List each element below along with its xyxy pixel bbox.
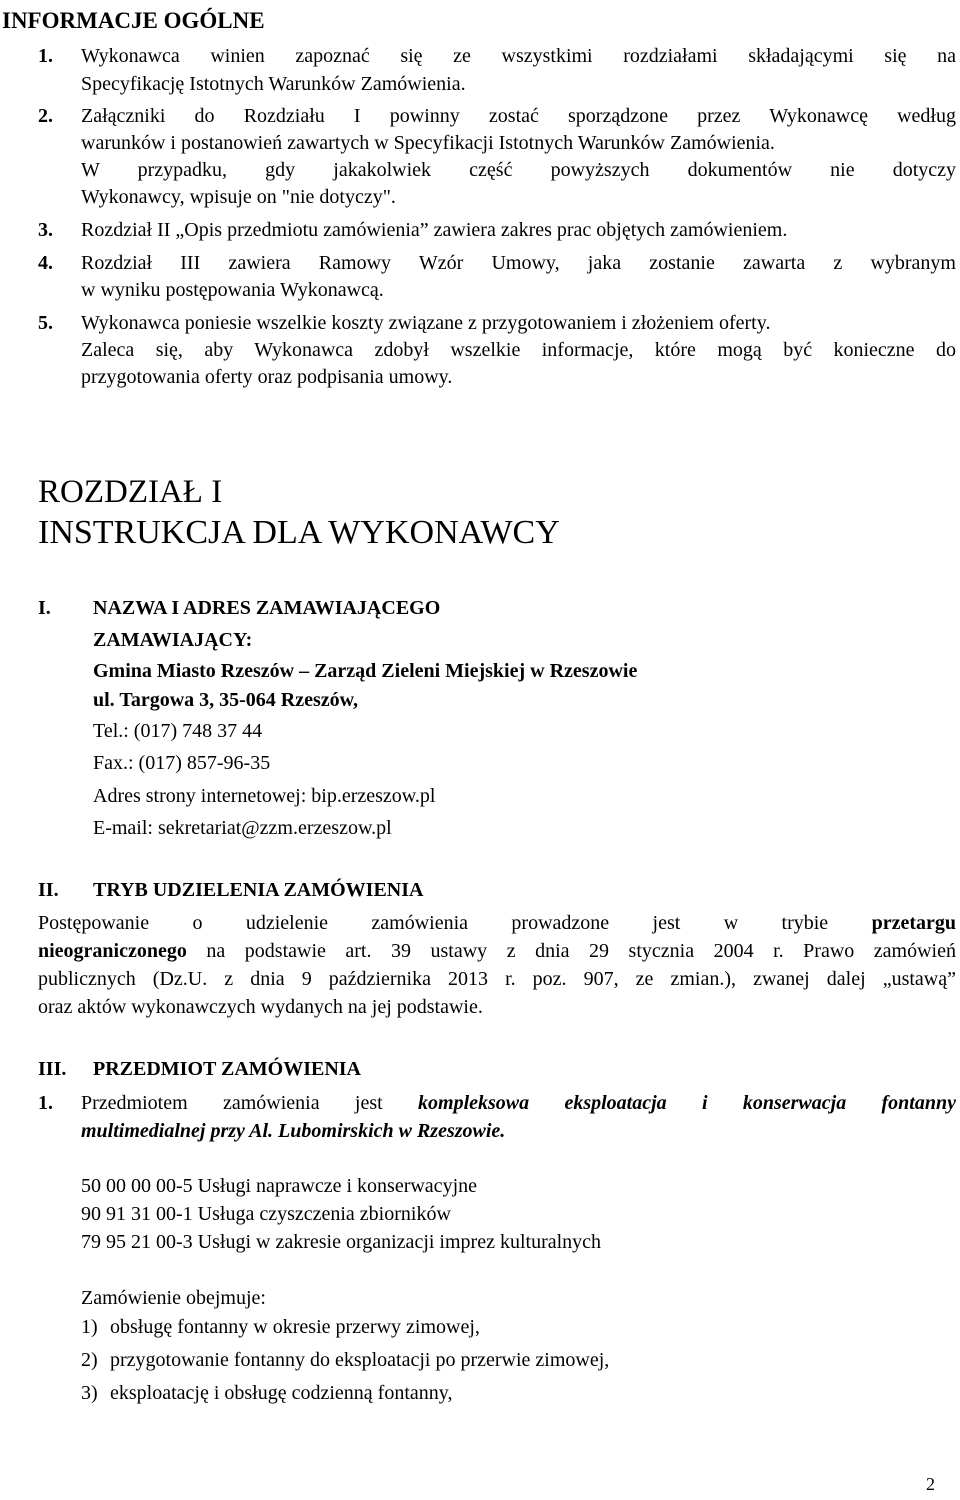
scope-item-3-text: eksploatację i obsługę codzienną fontanny, [110, 1382, 453, 1404]
section-2-line-2 [38, 938, 956, 965]
item-3-line-1: Rozdział II „Opis przedmiotu zamówienia” zawiera zakres prac objętych zamówieniem. [81, 219, 788, 241]
item-2-line-4: Wykonawcy, wpisuje on "nie dotyczy". [81, 186, 396, 208]
scope-heading: Zamówienie obejmuje: [81, 1287, 266, 1309]
item-1-number: 1. [38, 45, 53, 67]
contact-website: Adres strony internetowej: bip.erzeszow.pl [93, 785, 436, 807]
chapter-number: ROZDZIAŁ I [38, 474, 223, 510]
section-2-line-4: oraz aktów wykonawczych wydanych na jej podstawie. [38, 996, 483, 1018]
section-2-line-3: publicznych (Dz.U. z dnia 9 października 2013 r. poz. 907, ze zmian.), zwanej dalej „ustawą” [38, 968, 956, 990]
section-3-item-subject: kompleksowa eksploatacja i konserwacja fontanny [418, 1092, 956, 1114]
scope-item-2-number: 2) [81, 1349, 98, 1371]
item-2-number: 2. [38, 105, 53, 127]
item-4-number: 4. [38, 252, 53, 274]
contact-fax: Fax.: (017) 857-96-35 [93, 752, 271, 774]
section-1-title: NAZWA I ADRES ZAMAWIAJĄCEGO [93, 597, 441, 619]
section-2-number: II. [38, 879, 59, 901]
scope-item-1-text: obsługę fontanny w okresie przerwy zimowej, [110, 1316, 480, 1338]
item-2-line-1: Załączniki do Rozdziału I powinny zostać sporządzone przez Wykonawcę według [81, 105, 956, 127]
section-3-item-number: 1. [38, 1092, 53, 1114]
item-5-line-3: przygotowania oferty oraz podpisania umowy. [81, 366, 453, 388]
section-3-number: III. [38, 1058, 67, 1080]
contact-phone: Tel.: (017) 748 37 44 [93, 720, 263, 742]
section-3-item-line-2: multimedialnej przy Al. Lubomirskich w Rzeszowie. [81, 1120, 506, 1142]
contracting-authority-label: ZAMAWIAJĄCY: [93, 629, 253, 651]
section-3-item-line-1 [81, 1090, 956, 1117]
section-2-line-1-text: Postępowanie o udzielenie zamówienia prowadzone jest w trybie [38, 912, 829, 934]
cpv-code-3: 79 95 21 00-3 Usługi w zakresie organizacji imprez kulturalnych [81, 1231, 602, 1253]
section-2-line-1 [38, 910, 956, 937]
section-2-title: TRYB UDZIELENIA ZAMÓWIENIA [93, 879, 424, 901]
item-5-number: 5. [38, 312, 53, 334]
item-1-line-2: Specyfikację Istotnych Warunków Zamówienia. [81, 73, 466, 95]
item-2-line-2: warunków i postanowień zawartych w Specyfikacji Istotnych Warunków Zamówienia. [81, 132, 775, 154]
item-1-line-1: Wykonawca winien zapoznać się ze wszystkimi rozdziałami składającymi się na [81, 45, 956, 67]
section-2-line-2-text: na podstawie art. 39 ustawy z dnia 29 stycznia 2004 r. Prawo zamówień [206, 940, 956, 962]
item-2-line-3: W przypadku, gdy jakakolwiek część powyższych dokumentów nie dotyczy [81, 159, 956, 181]
cpv-code-2: 90 91 31 00-1 Usługa czyszczenia zbiorników [81, 1203, 451, 1225]
item-5-line-1: Wykonawca poniesie wszelkie koszty związane z przygotowaniem i złożeniem oferty. [81, 312, 771, 334]
item-4-line-2: w wyniku postępowania Wykonawcą. [81, 279, 384, 301]
section-3-title: PRZEDMIOT ZAMÓWIENIA [93, 1058, 361, 1080]
scope-item-1-number: 1) [81, 1316, 98, 1338]
section-3-item-text: Przedmiotem zamówienia jest [81, 1092, 383, 1114]
contracting-authority-address: ul. Targowa 3, 35-064 Rzeszów, [93, 689, 358, 711]
section-1-number: I. [38, 597, 51, 619]
contracting-authority-name: Gmina Miasto Rzeszów – Zarząd Zieleni Miejskiej w Rzeszowie [93, 660, 638, 682]
chapter-title: INSTRUKCJA DLA WYKONAWCY [38, 514, 560, 551]
general-info-heading: INFORMACJE OGÓLNE [2, 8, 265, 33]
cpv-code-1: 50 00 00 00-5 Usługi naprawcze i konserwacyjne [81, 1175, 477, 1197]
item-4-line-1: Rozdział III zawiera Ramowy Wzór Umowy, jaka zostanie zawarta z wybranym [81, 252, 956, 274]
scope-item-2-text: przygotowanie fontanny do eksploatacji po przerwie zimowej, [110, 1349, 610, 1371]
item-3-number: 3. [38, 219, 53, 241]
item-5-line-2: Zaleca się, aby Wykonawca zdobył wszelkie informacje, które mogą być konieczne do [81, 339, 956, 361]
scope-item-3-number: 3) [81, 1382, 98, 1404]
section-2-line-2-bold: nieograniczonego [38, 940, 187, 962]
section-2-line-1-bold: przetargu [871, 912, 956, 934]
contact-email: E-mail: sekretariat@zzm.erzeszow.pl [93, 817, 392, 839]
page-number: 2 [926, 1474, 935, 1494]
